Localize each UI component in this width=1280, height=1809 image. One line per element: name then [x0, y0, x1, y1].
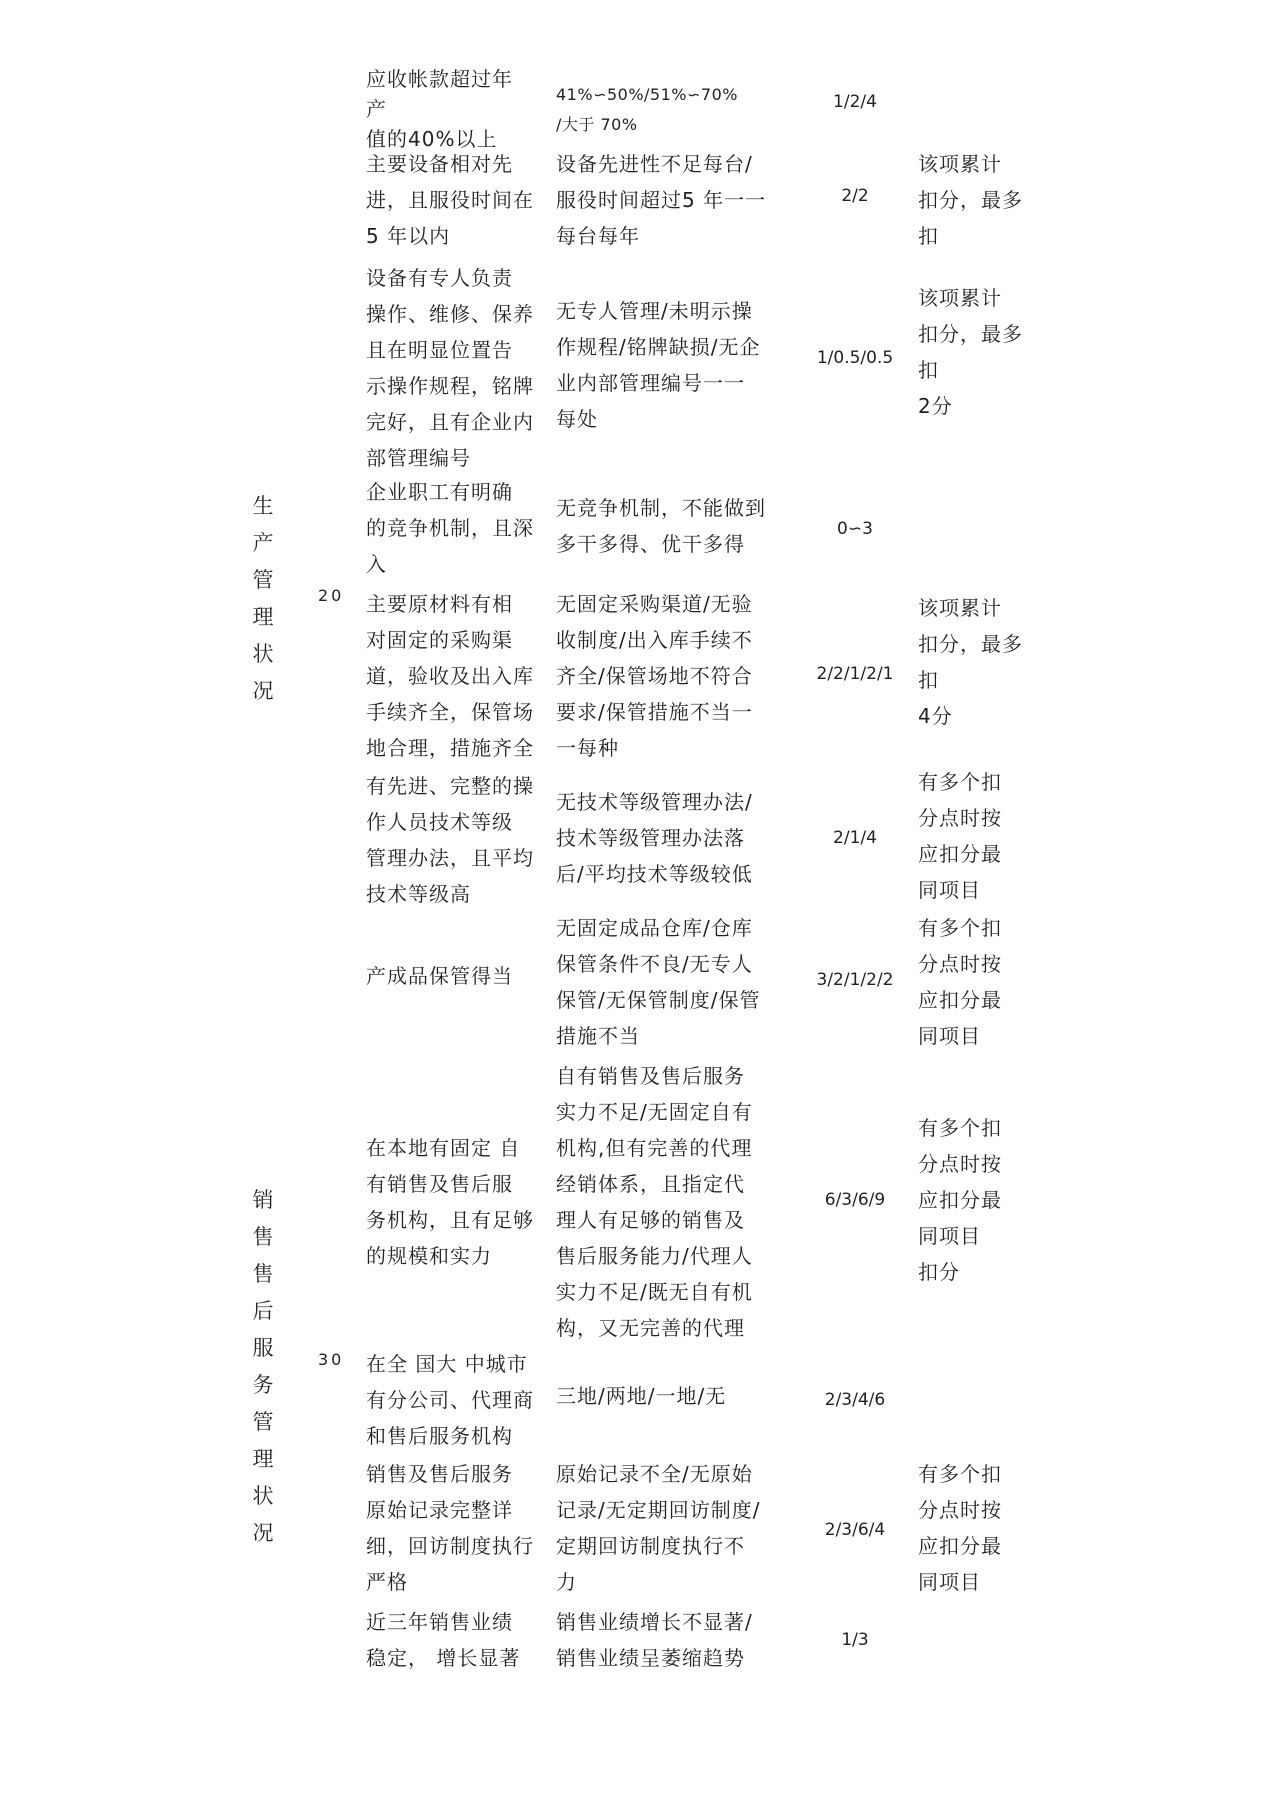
row-score: 2/3/6/4: [824, 1520, 886, 1540]
row-standard: 在本地有固定 自 有销售及售后服 务机构，且有足够 的规模和实力: [366, 1136, 534, 1268]
row-score: 1/3: [841, 1630, 869, 1650]
row-note: 该项累计 扣分，最多 扣 4分: [918, 596, 1023, 728]
row-score: 2/2: [841, 186, 869, 206]
row-standard: 主要原材料有相 对固定的采购渠 道，验收及出入库 手续齐全，保管场 地合理，措施齐全: [366, 592, 534, 760]
category-points-production: 20: [318, 586, 345, 605]
row-score: 1/2/4: [833, 92, 877, 112]
row-score: 6/3/6/9: [824, 1190, 886, 1210]
row-standard: 在全 国大 中城市 有分公司、代理商 和售后服务机构: [366, 1352, 534, 1448]
row-note: 该项累计 扣分，最多 扣: [918, 152, 1023, 248]
row-standard: 企业职工有明确 的竞争机制，且深 入: [366, 480, 534, 576]
row-deduction: 原始记录不全/无原始 记录/无定期回访制度/ 定期回访制度执行不 力: [556, 1462, 761, 1594]
row-standard: 设备有专人负责 操作、维修、保养 且在明显位置告 示操作规程，铭牌 完好，且有企业内 部管理编号: [366, 266, 534, 470]
row-note: 有多个扣 分点时按 应扣分最 同项目 扣分: [918, 1116, 1002, 1284]
row-standard: 应收帐款超过年 产 值的40%以上: [366, 67, 513, 151]
category-label-production: 生 产 管 理 状 况: [252, 494, 274, 703]
row-deduction: 设备先进性不足每台/ 服役时间超过5 年一一 每台每年: [556, 152, 767, 248]
row-deduction: 三地/两地/一地/无: [556, 1384, 727, 1408]
row-note: 该项累计 扣分，最多 扣 2分: [918, 286, 1023, 418]
row-note: 有多个扣 分点时按 应扣分最 同项目: [918, 770, 1002, 902]
row-deduction: 无技术等级管理办法/ 技术等级管理办法落 后/平均技术等级较低: [556, 790, 753, 886]
row-deduction: 无专人管理/未明示操 作规程/铭牌缺损/无企 业内部管理编号一一 每处: [556, 299, 761, 431]
category-label-sales: 销 售 售 后 服 务 管 理 状 况: [252, 1188, 274, 1545]
row-score: 2/1/4: [833, 828, 877, 848]
row-score: 0∽3: [837, 519, 873, 539]
row-standard: 产成品保管得当: [366, 964, 513, 988]
row-deduction: 41%∽50%/51%∽70% /大于 70%: [556, 85, 738, 134]
row-standard: 有先进、完整的操 作人员技术等级 管理办法，且平均 技术等级高: [366, 774, 534, 906]
row-standard: 近三年销售业绩 稳定， 增长显著: [366, 1610, 521, 1670]
row-score: 2/3/4/6: [824, 1390, 886, 1410]
row-deduction: 无固定成品仓库/仓库 保管条件不良/无专人 保管/无保管制度/保管 措施不当: [556, 916, 761, 1048]
row-score: 2/2/1/2/1: [816, 664, 894, 684]
row-note: 有多个扣 分点时按 应扣分最 同项目: [918, 1462, 1002, 1594]
row-deduction: 无固定采购渠道/无验 收制度/出入库手续不 齐全/保管场地不符合 要求/保管措施不当一 一每种: [556, 592, 753, 760]
row-deduction: 自有销售及售后服务 实力不足/无固定自有 机构,但有完善的代理 经销体系，且指定代 理人有足够的销售及 售后服务能力/代理人 实力不足/既无自有机 构，又无完善的代理: [556, 1064, 753, 1340]
row-note: 有多个扣 分点时按 应扣分最 同项目: [918, 916, 1002, 1048]
row-standard: 主要设备相对先 进，且服役时间在 5 年以内: [366, 152, 534, 248]
row-standard: 销售及售后服务 原始记录完整详 细，回访制度执行 严格: [366, 1462, 534, 1594]
row-score: 3/2/1/2/2: [816, 970, 894, 990]
category-points-sales: 30: [318, 1350, 345, 1369]
row-deduction: 销售业绩增长不显著/ 销售业绩呈萎缩趋势: [556, 1610, 753, 1670]
row-deduction: 无竞争机制，不能做到 多干多得、优干多得: [556, 496, 766, 556]
row-score: 1/0.5/0.5: [816, 348, 894, 368]
